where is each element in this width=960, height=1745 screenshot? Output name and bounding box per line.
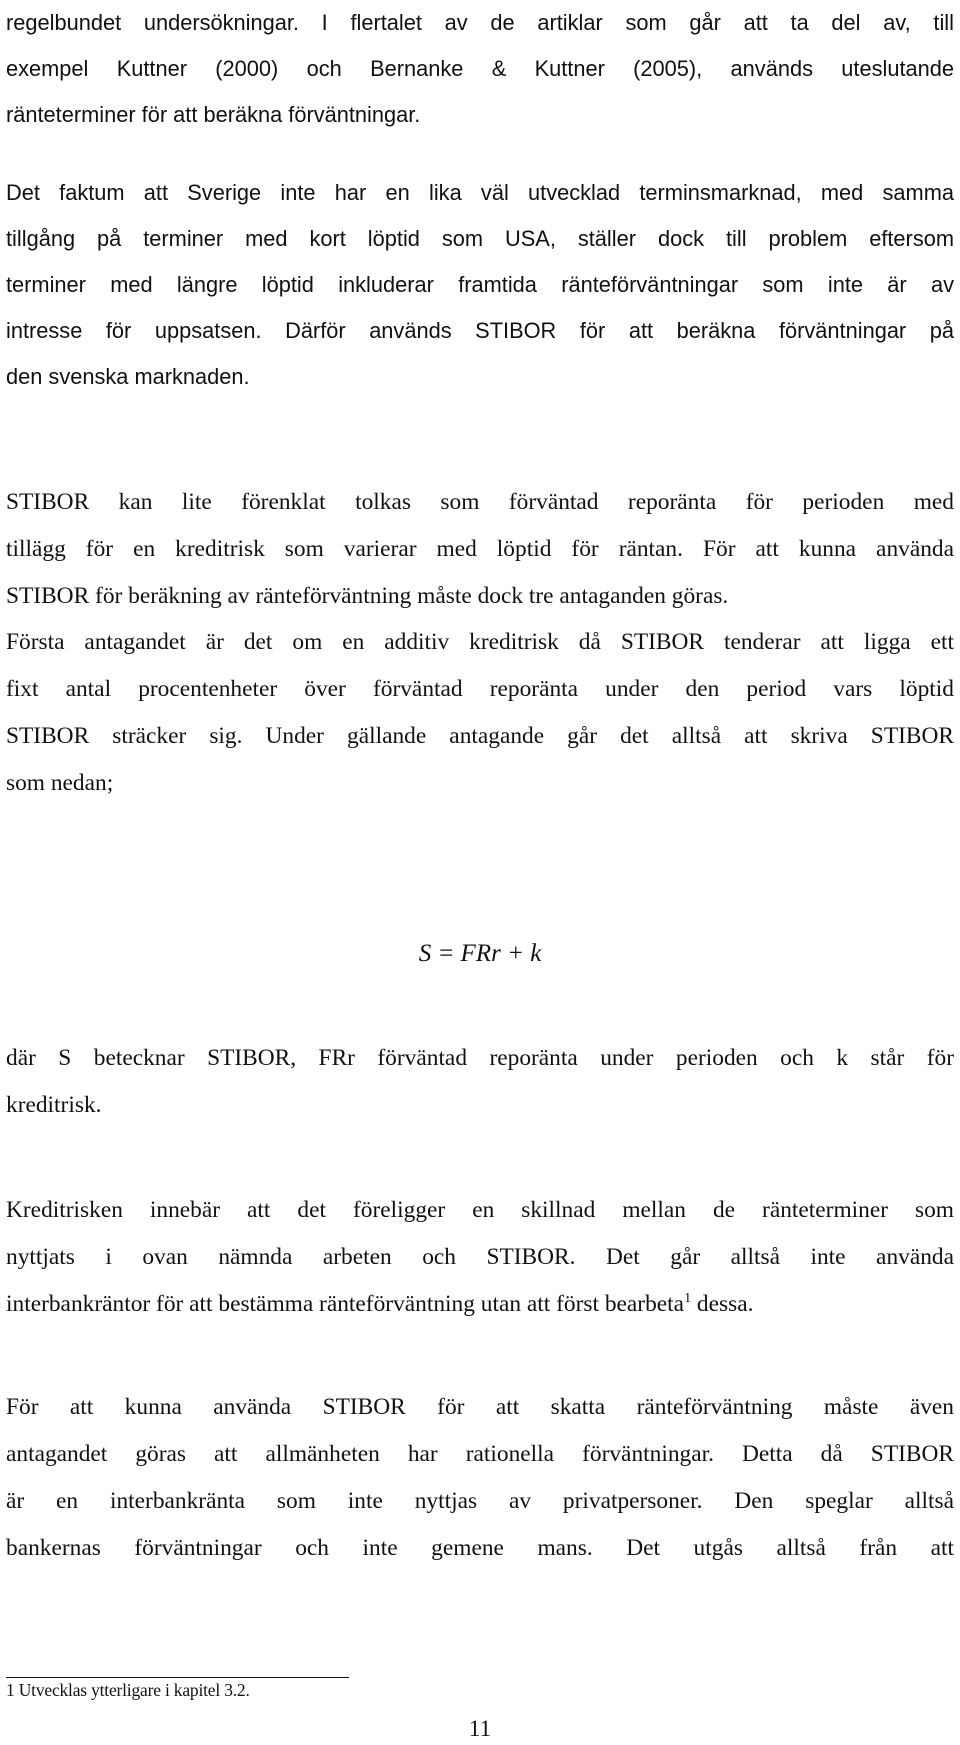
paragraph-credit-risk (6, 1187, 954, 1328)
paragraph-terminsmarknad (6, 170, 954, 400)
text-line: intresse för uppsatsen. Därför används STIBOR för att beräkna förväntningar på (6, 318, 954, 343)
text-line: exempel Kuttner (2000) och Bernanke & Kuttner (2005), används uteslutande (6, 56, 954, 81)
text-line: Det faktum att Sverige inte har en lika väl utvecklad terminsmarknad, med samma (6, 180, 954, 205)
text-line: Första antagandet är det om en additiv kreditrisk då STIBOR tenderar att ligga ett (6, 629, 954, 655)
page-number: 11 (468, 1716, 492, 1741)
text-line (6, 1281, 954, 1328)
paragraph-stibor-definition (6, 479, 954, 620)
text-line: fixt antal procentenheter över förväntad reporänta under den period vars löptid (6, 676, 954, 702)
equation: S = FRr + k (418, 940, 542, 967)
text-line: STIBOR sträcker sig. Under gällande antagande går det alltså att skriva STIBOR (6, 723, 954, 749)
text-line: som nedan; (6, 770, 114, 796)
text-line: är en interbankränta som inte nyttjas av privatpersoner. Den speglar alltså (6, 1488, 954, 1514)
text-segment: interbankräntor för att bestämma ränteförväntning utan att först bearbeta (6, 1291, 685, 1317)
text-line: tillgång på terminer med kort löptid som USA, ställer dock till problem eftersom (6, 226, 954, 251)
footnote-text: 1 Utvecklas ytterligare i kapitel 3.2. (6, 1680, 250, 1700)
text-line: regelbundet undersökningar. I flertalet av de artiklar som går att ta del av, till (6, 10, 954, 35)
text-segment: dessa. (691, 1291, 754, 1317)
text-line: tillägg för en kreditrisk som varierar med löptid för räntan. För att kunna använda (6, 536, 954, 562)
text-line: nyttjats i ovan nämnda arbeten och STIBOR. Det går alltså inte använda (6, 1244, 954, 1270)
text-line: För att kunna använda STIBOR för att skatta ränteförväntning måste även (6, 1394, 954, 1420)
paragraph-formula-explanation (6, 1035, 954, 1129)
paragraph-rational-expectations (6, 1384, 954, 1572)
paragraph-first-assumption (6, 619, 954, 807)
footnote-divider (6, 1677, 349, 1678)
text-line: antagandet göras att allmänheten har rationella förväntningar. Detta då STIBOR (6, 1441, 954, 1467)
text-line: bankernas förväntningar och inte gemene mans. Det utgås alltså från att (6, 1535, 954, 1561)
text-line: kreditrisk. (6, 1092, 102, 1118)
text-line: ränteterminer för att beräkna förväntningar. (6, 102, 421, 127)
paragraph-intro (6, 0, 954, 138)
text-line: STIBOR för beräkning av ränteförväntning måste dock tre antaganden göras. (6, 583, 729, 609)
text-line: där S betecknar STIBOR, FRr förväntad reporänta under perioden och k står för (6, 1045, 954, 1071)
footnote-reference[interactable]: 1 (684, 1291, 692, 1306)
text-line: den svenska marknaden. (6, 364, 250, 389)
text-line: STIBOR kan lite förenklat tolkas som förväntad reporänta för perioden med (6, 489, 954, 515)
text-line: terminer med längre löptid inkluderar framtida ränteförväntningar som inte är av (6, 272, 954, 297)
text-line: Kreditrisken innebär att det föreligger en skillnad mellan de ränteterminer som (6, 1197, 954, 1223)
